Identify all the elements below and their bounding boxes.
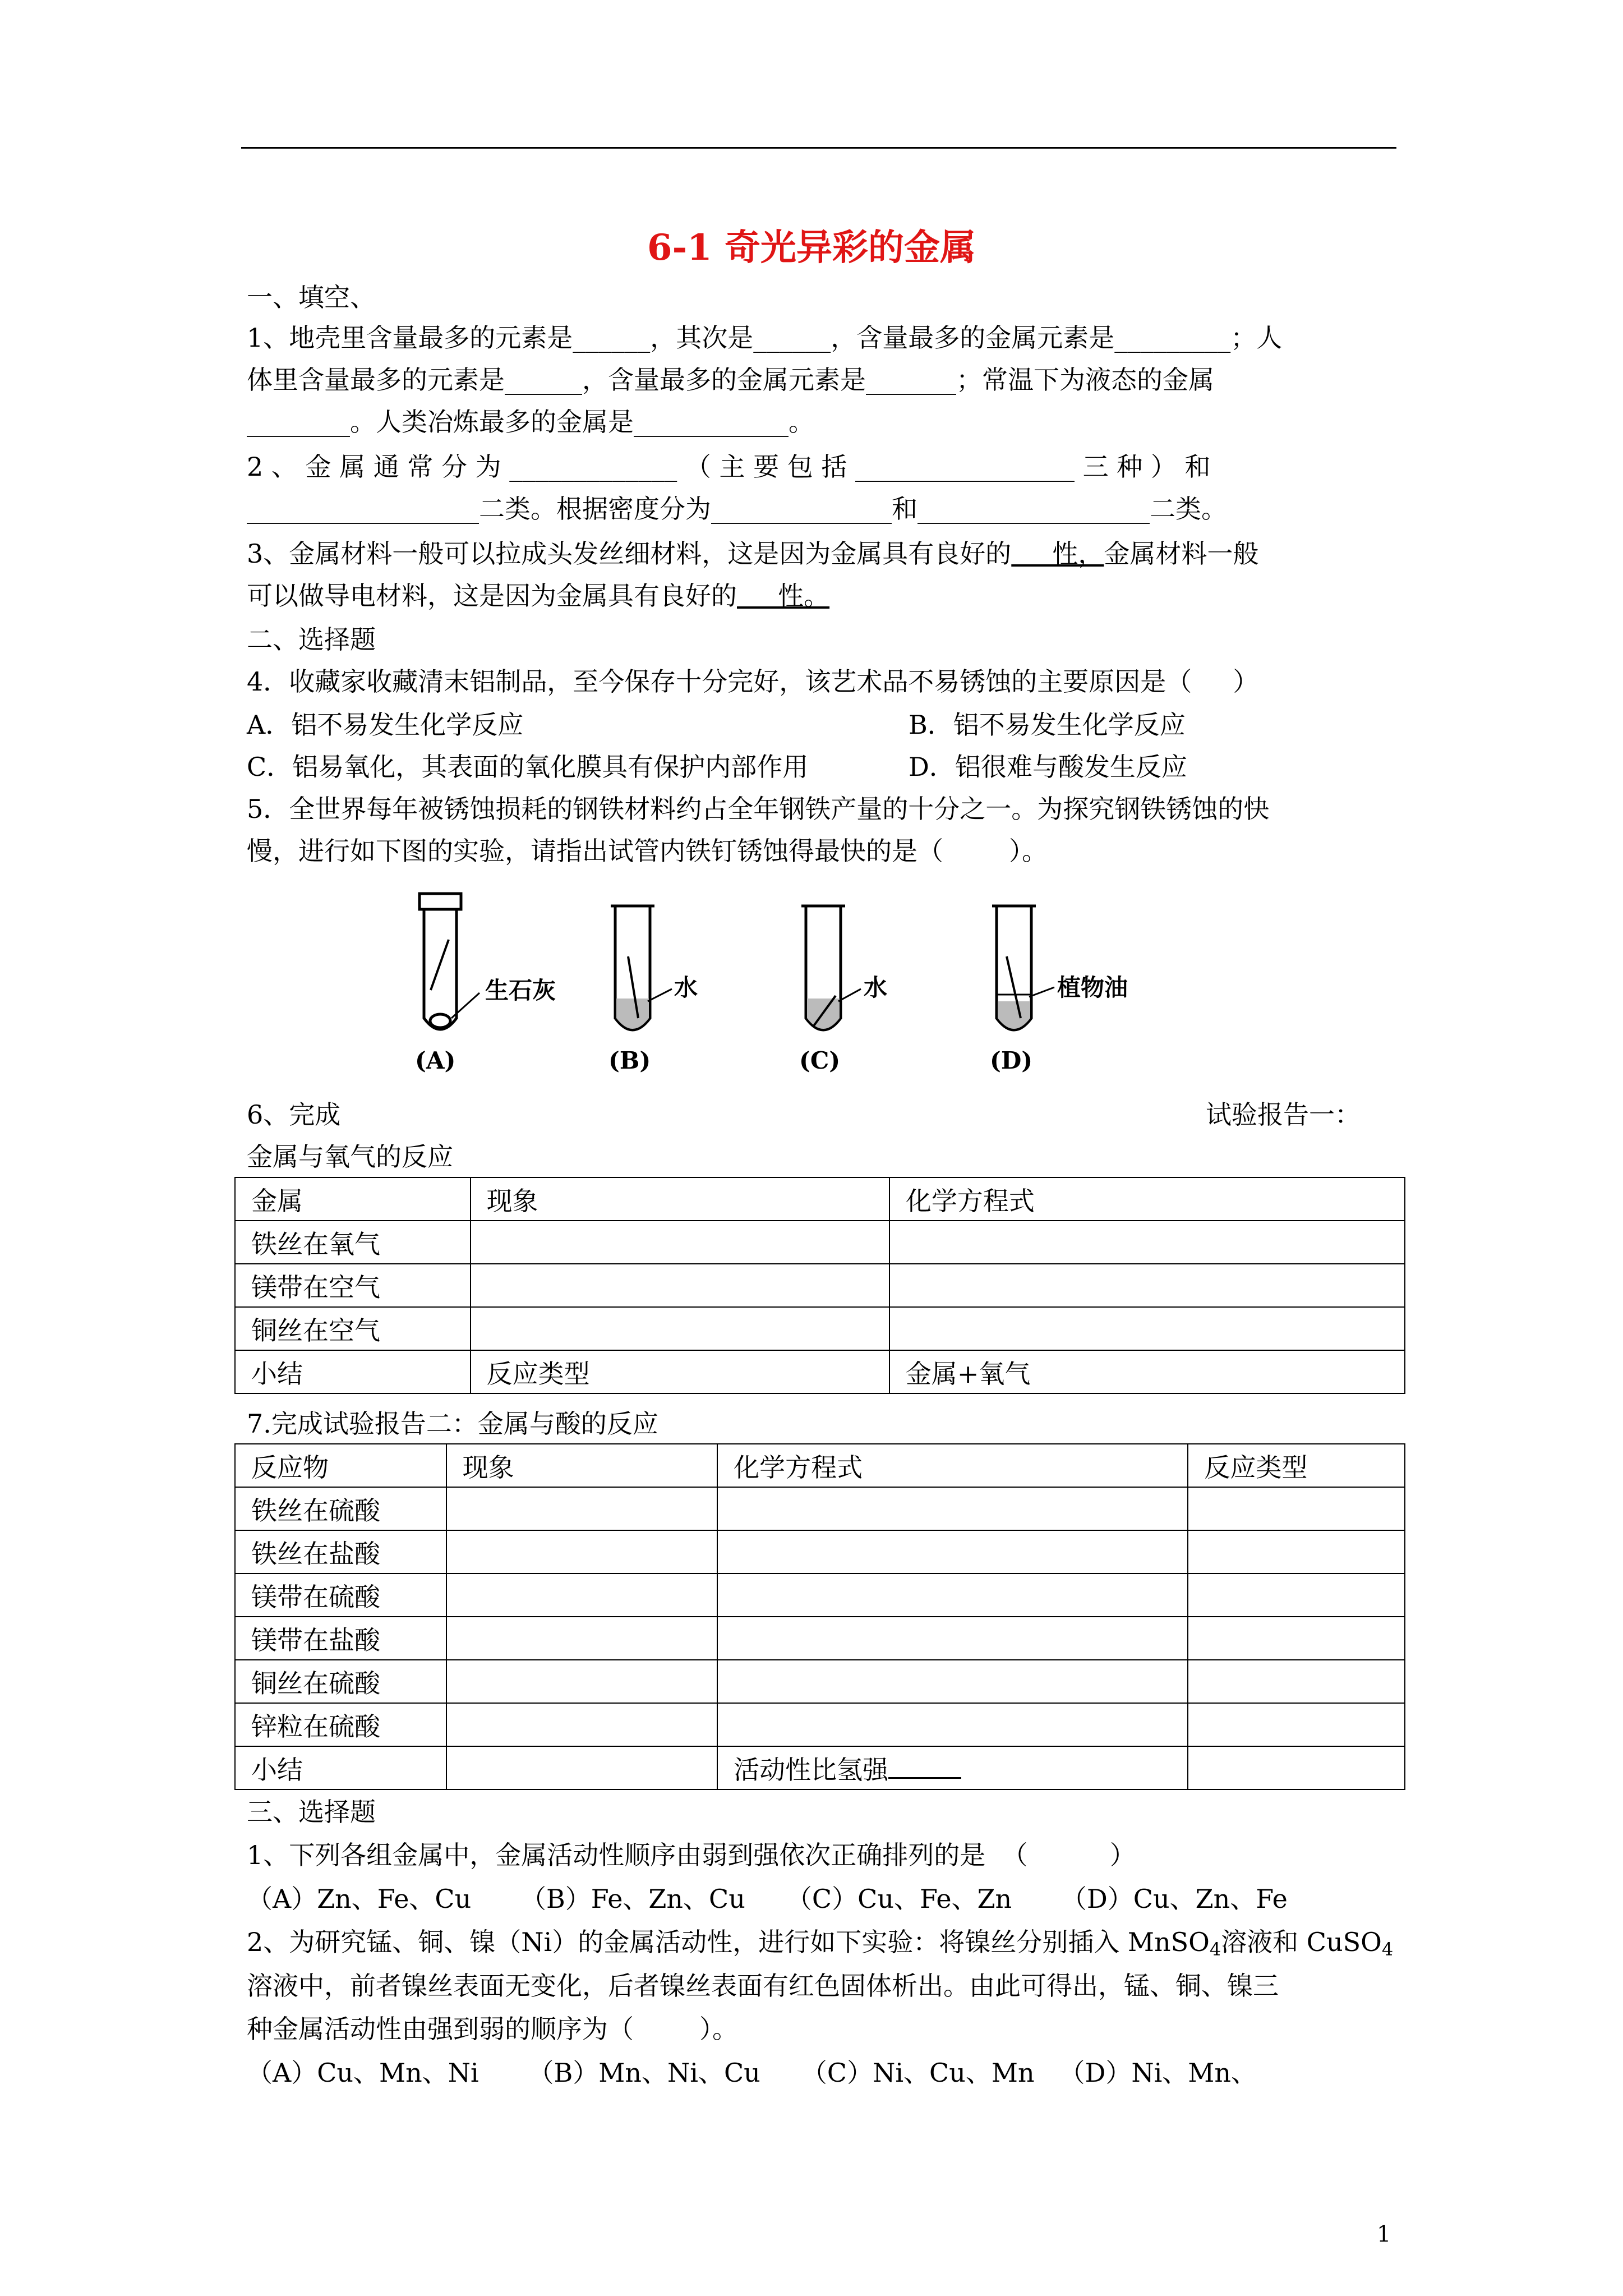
table-cell	[471, 1264, 889, 1307]
table-header-cell: 化学方程式	[717, 1444, 1188, 1487]
table-cell	[1188, 1746, 1405, 1789]
table-cell	[717, 1487, 1188, 1530]
table-cell	[717, 1617, 1188, 1660]
table-cell	[471, 1221, 889, 1264]
report-table-oxygen	[234, 1177, 1405, 1394]
q9-subscript-1: 4	[1209, 1939, 1221, 1960]
table-cell: 小结	[235, 1350, 471, 1393]
section-heading-choice: 二、选择题	[247, 624, 376, 655]
q6-subtitle: 金属与氧气的反应	[247, 1142, 453, 1172]
table-cell: 铁丝在盐酸	[235, 1530, 446, 1573]
page-number: 1	[1377, 2221, 1391, 2247]
label-b: (B)	[608, 1047, 651, 1074]
table-cell: 铜丝在空气	[235, 1307, 471, 1350]
table-cell	[1188, 1487, 1405, 1530]
q9-text-1b: 溶液和 CuSO	[1221, 1927, 1382, 1957]
q1-line-2: 体里含量最多的元素是______，含量最多的金属元素是_______；常温下为液态的金属	[247, 365, 1214, 395]
table-cell	[1188, 1617, 1405, 1660]
table-cell	[1188, 1530, 1405, 1573]
page-title: 6-1 奇光异彩的金属	[647, 227, 976, 269]
table-cell	[1188, 1573, 1405, 1617]
q9-line-2: 溶液中，前者镍丝表面无变化，后者镍丝表面有红色固体析出。由此可得出，锰、铜、镍三	[247, 1971, 1279, 2001]
table-row	[235, 1573, 1405, 1617]
table-cell: 小结	[235, 1746, 446, 1789]
q9-line-1	[247, 1925, 1396, 1966]
q2-line-2: __________________二类。根据密度分为______________和__________________二类。	[247, 494, 1227, 524]
table-cell: 镁带在硫酸	[235, 1573, 446, 1617]
table-header-cell: 现象	[446, 1444, 718, 1487]
table-cell	[717, 1746, 1188, 1789]
test-tube-d	[992, 906, 1054, 1030]
table-header-cell: 反应类型	[1188, 1444, 1405, 1487]
q1-line-1: 1、地壳里含量最多的元素是______，其次是______，含量最多的金属元素是_________；人	[247, 323, 1283, 353]
section-heading-choice-3: 三、选择题	[247, 1797, 376, 1827]
test-tube-b	[611, 906, 672, 1030]
table-cell	[717, 1530, 1188, 1573]
table-cell: 镁带在空气	[235, 1264, 471, 1307]
table-cell	[446, 1530, 718, 1573]
summary-blank	[888, 1756, 961, 1779]
table-row	[235, 1307, 1405, 1350]
table-cell	[1188, 1703, 1405, 1746]
q9-options: （A）Cu、Mn、Ni （B）Mn、Ni、Cu （C）Ni、Cu、Mn （D）Ni、Mn、	[247, 2058, 1257, 2088]
q7-heading: 7.完成试验报告二：金属与酸的反应	[247, 1409, 658, 1439]
summary-text: 活动性比氢强	[734, 1754, 889, 1785]
q4-option-d: D．铝很难与酸发生反应	[909, 752, 1187, 782]
test-tube-c	[801, 906, 861, 1030]
test-tube-a	[419, 894, 479, 1029]
q4-option-c: C．铝易氧化，其表面的氧化膜具有保护内部作用	[247, 752, 809, 782]
q3-line-1	[247, 537, 1396, 570]
q5-line-1: 5．全世界每年被锈蚀损耗的钢铁材料约占全年钢铁产量的十分之一。为探究钢铁锈蚀的快	[247, 794, 1270, 824]
tag-c: 水	[864, 974, 888, 1001]
label-c: (C)	[799, 1047, 841, 1074]
table-cell: 铁丝在氧气	[235, 1221, 471, 1264]
q3-text-1b: 金属材料一般	[1104, 539, 1259, 569]
table-row	[235, 1703, 1405, 1746]
q8-stem: 1、下列各组金属中，金属活动性顺序由弱到强依次正确排列的是 （ ）	[247, 1840, 1136, 1870]
q4-stem: 4．收藏家收藏清末铝制品，至今保存十分完好，该艺术品不易锈蚀的主要原因是（ ）	[247, 666, 1259, 697]
table-cell	[446, 1617, 718, 1660]
table-row	[235, 1617, 1405, 1660]
q3-text-1a: 3、金属材料一般可以拉成头发丝细材料，这是因为金属具有良好的	[247, 539, 1012, 569]
tag-a: 生石灰	[485, 977, 556, 1004]
q5-line-2: 慢，进行如下图的实验，请指出试管内铁钉锈蚀得最快的是（ ）。	[247, 836, 1048, 866]
q1-line-3: ________。人类冶炼最多的金属是____________。	[247, 407, 814, 437]
table-cell: 金属+氧气	[889, 1350, 1405, 1393]
table-cell	[471, 1307, 889, 1350]
table-row	[235, 1350, 1405, 1393]
q9-text-1a: 2、为研究锰、铜、镍（Ni）的金属活动性，进行如下实验：将镍丝分别插入 MnSO	[247, 1927, 1210, 1957]
table-row	[235, 1746, 1405, 1789]
table-cell: 锌粒在硫酸	[235, 1703, 446, 1746]
table-header-cell: 反应物	[235, 1444, 446, 1487]
section-heading-fill: 一、填空、	[247, 282, 376, 312]
table-row	[235, 1530, 1405, 1573]
table-cell	[1188, 1660, 1405, 1703]
table-cell	[717, 1660, 1188, 1703]
q2-line-1: 2 、 金 属 通 常 分 为 _____________ （ 主 要 包 括 _________________ 三 种 ） 和	[247, 452, 1211, 482]
table-cell: 镁带在盐酸	[235, 1617, 446, 1660]
table-row	[235, 1177, 1405, 1221]
test-tube-figure	[387, 889, 1195, 1085]
table-header-cell: 金属	[235, 1177, 471, 1221]
q4-option-b: B．铝不易发生化学反应	[909, 710, 1186, 740]
table-row	[235, 1264, 1405, 1307]
table-cell	[889, 1264, 1405, 1307]
tag-b: 水	[674, 974, 698, 1001]
q9-subscript-2: 4	[1381, 1939, 1394, 1960]
q3-line-2	[247, 579, 1396, 613]
tag-d: 植物油	[1057, 974, 1128, 1001]
table-cell	[717, 1573, 1188, 1617]
table-cell	[889, 1221, 1405, 1264]
table-cell	[446, 1573, 718, 1617]
table-cell	[446, 1703, 718, 1746]
table-header-cell: 化学方程式	[889, 1177, 1405, 1221]
q3-blank-2: 性。	[737, 581, 830, 611]
table-cell: 铜丝在硫酸	[235, 1660, 446, 1703]
label-d: (D)	[990, 1047, 1033, 1074]
table-cell	[889, 1307, 1405, 1350]
q6-left: 6、完成	[247, 1099, 341, 1130]
table-row	[235, 1660, 1405, 1703]
q6-right: 试验报告一：	[1206, 1099, 1361, 1130]
table-cell	[446, 1746, 718, 1789]
table-row	[235, 1444, 1405, 1487]
table-cell	[717, 1703, 1188, 1746]
table-row	[235, 1487, 1405, 1530]
table-cell	[446, 1487, 718, 1530]
report-table-acid	[234, 1443, 1405, 1790]
table-cell	[446, 1660, 718, 1703]
label-a: (A)	[415, 1047, 456, 1074]
header-rule	[241, 147, 1396, 149]
q4-option-a: A．铝不易发生化学反应	[247, 710, 524, 740]
q3-text-2a: 可以做导电材料，这是因为金属具有良好的	[247, 581, 737, 611]
table-row	[235, 1221, 1405, 1264]
q8-options: （A）Zn、Fe、Cu （B）Fe、Zn、Cu （C）Cu、Fe、Zn （D）Cu、Zn、Fe	[247, 1884, 1288, 1914]
table-header-cell: 现象	[471, 1177, 889, 1221]
table-cell: 反应类型	[471, 1350, 889, 1393]
q3-blank-1: 性，	[1011, 539, 1104, 569]
table-cell: 铁丝在硫酸	[235, 1487, 446, 1530]
q9-line-3: 种金属活动性由强到弱的顺序为（ ）。	[247, 2014, 738, 2044]
